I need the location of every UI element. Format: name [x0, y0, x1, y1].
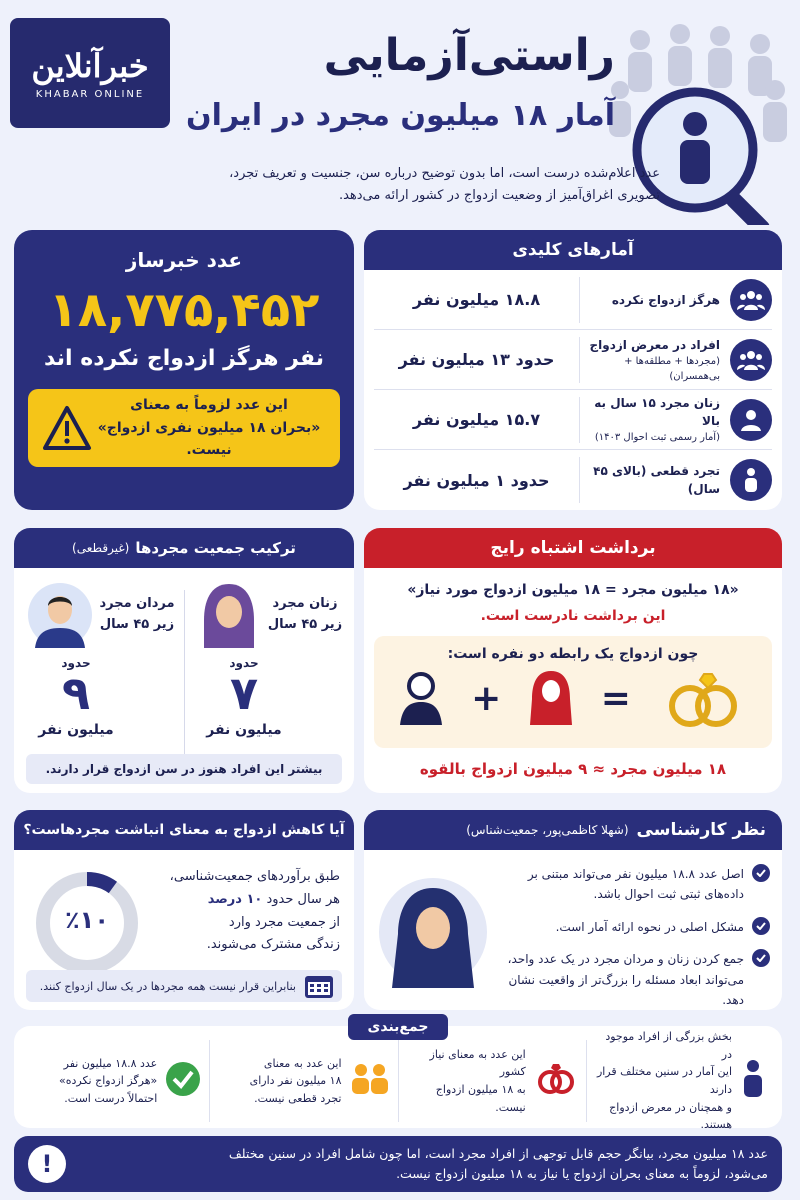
warning-line-1: این عدد لزوماً به معنای — [130, 397, 288, 414]
intro-line-1: عدد اعلام‌شده درست است، اما بدون توضیح درباره سن، جنسیت و تعریف تجرد، — [229, 166, 660, 181]
men-label-2: زیر ۴۵ سال — [99, 617, 175, 632]
page-title: راستی‌آزمایی — [323, 30, 615, 81]
wedding-rings-icon — [534, 1062, 578, 1100]
woman-icon — [730, 399, 772, 441]
summary-item-line-2: به ۱۸ میلیون ازدواج نیست. — [435, 1083, 526, 1114]
summary-item-line-1: این عدد به معنای — [263, 1056, 342, 1070]
summary-title: جمع‌بندی — [348, 1014, 448, 1040]
key-stat-value: ۱۸.۸ میلیون نفر — [412, 290, 541, 309]
summary-item-line-2: این آمار در سنین مختلف قرار دارند — [596, 1065, 732, 1096]
expert-points — [500, 864, 770, 1010]
expert-point-line-1: مشکل اصلی در نحوه ارائه آمار است. — [555, 919, 744, 934]
misconception-quote: «۱۸ میلیون مجرد = ۱۸ میلیون ازدواج مورد نیاز» — [407, 582, 739, 598]
women-label-1: زنان مجرد — [272, 596, 338, 612]
person-icon — [730, 459, 772, 501]
summary-card — [14, 1019, 782, 1132]
group-icon — [730, 339, 772, 381]
key-stat-label: هرگز ازدواج نکرده — [611, 292, 720, 307]
decline-text-4: زندگی مشترک می‌شوند. — [206, 937, 340, 953]
expert-point-line-1: اصل عدد ۱۸.۸ میلیون نفر می‌تواند مبتنی بر — [527, 867, 744, 881]
group-icon — [730, 279, 772, 321]
men-label-1: مردان مجرد — [99, 596, 175, 612]
expert-point — [500, 917, 770, 937]
expert-woman-avatar — [378, 872, 488, 992]
man-avatar-icon — [27, 580, 93, 650]
check-icon — [752, 949, 770, 967]
men-unit: میلیون نفر — [38, 722, 114, 738]
news-number-caption: نفر هرگز ازدواج نکرده اند — [44, 346, 324, 371]
person-icon — [740, 1059, 766, 1103]
women-label-2: زیر ۴۵ سال — [267, 617, 343, 632]
summary-item-line-1: این عدد به معنای نیاز کشور — [429, 1047, 526, 1079]
check-circle-icon — [165, 1061, 201, 1101]
summary-items — [22, 1030, 774, 1132]
news-number-title: عدد خبرساز — [125, 248, 243, 272]
key-stat-row — [374, 450, 772, 510]
key-stat-row — [374, 270, 772, 330]
check-icon — [752, 864, 770, 882]
expert-point-line-2: داده‌های ثبتی ثبت احوال باشد. — [593, 887, 744, 902]
man-icon — [396, 669, 446, 727]
logo-box — [10, 18, 170, 128]
page-subtitle: آمار ۱۸ میلیون مجرد در ایران — [186, 98, 615, 133]
expert-title: نظر کارشناسی — [636, 820, 766, 840]
woman-icon — [526, 669, 576, 727]
equation-box — [374, 636, 772, 748]
calendar-icon — [304, 973, 334, 999]
warning-line-2: «بحران ۱۸ میلیون نفری ازدواج» نیست. — [97, 419, 321, 459]
decline-text-1: طبق برآوردهای جمعیت‌شناسی، — [169, 869, 340, 884]
summary-item-line-2: ۱۸ میلیون نفر دارای — [249, 1074, 342, 1088]
equals-sign: = — [600, 677, 631, 719]
wedding-rings-icon — [656, 668, 750, 728]
key-stat-value: حدود ۱۳ میلیون نفر — [398, 350, 555, 369]
key-stat-row — [374, 390, 772, 450]
summary-item-line-1: بخش بزرگی از افراد موجود در — [605, 1030, 732, 1061]
bottom-note — [14, 1136, 782, 1192]
key-stats-card — [364, 230, 782, 510]
equation-reason: چون ازدواج یک رابطه دو نفره است: — [447, 646, 699, 662]
decline-text-2a: هر سال حدود — [266, 891, 340, 907]
bottom-note-line-1: عدد ۱۸ میلیون مجرد، بیانگر حجم قابل توجهی از افراد مجرد است، اما چون شامل افراد در سنین مختلف — [228, 1146, 768, 1161]
check-icon — [752, 917, 770, 935]
composition-title: ترکیب جمعیت مجردها — [135, 539, 296, 557]
summary-item — [209, 1040, 397, 1122]
women-value: ۷ — [229, 666, 259, 720]
composition-card — [14, 528, 354, 793]
composition-divider — [184, 590, 185, 755]
group-icon — [350, 1062, 390, 1100]
news-number-value: ۱۸,۷۷۵,۴۵۲ — [48, 282, 320, 338]
misconception-title: برداشت اشتباه رایج — [364, 528, 782, 568]
men-group — [26, 580, 176, 738]
decline-text-2b: ۱۰ درصد — [207, 891, 263, 907]
summary-item — [22, 1040, 209, 1122]
expert-title-note: (شهلا کاظمی‌پور، جمعیت‌شناس) — [466, 823, 629, 837]
key-stat-value: ۱۵.۷ میلیون نفر — [412, 410, 541, 429]
woman-hijab-icon — [196, 580, 262, 650]
composition-footer: بیشتر این افراد هنوز در سن ازدواج قرار دارند. — [26, 754, 342, 784]
key-stat-note: (آمار رسمی ثبت احوال ۱۴۰۳) — [594, 432, 720, 443]
composition-header — [14, 528, 354, 568]
misconception-verdict: این برداشت نادرست است. — [480, 608, 666, 624]
key-stats-title: آمارهای کلیدی — [364, 230, 782, 270]
key-stat-row — [374, 330, 772, 390]
summary-item-line-3: و همچنان در معرض ازدواج هستند. — [609, 1100, 732, 1132]
summary-item — [586, 1030, 774, 1132]
expert-point-line-2: می‌تواند ابعاد مسئله را بزرگ‌تر از واقعیت نشان دهد. — [508, 972, 744, 1007]
decline-footer-text: بنابراین قرار نیست همه مجردها در یک سال ازدواج کنند. — [39, 979, 296, 993]
men-approx: حدود — [61, 656, 91, 670]
expert-point — [500, 949, 770, 1010]
key-stat-label: افراد در معرض ازدواج — [589, 337, 720, 352]
warning-triangle-icon — [42, 405, 92, 451]
misconception-card — [364, 528, 782, 793]
women-group — [194, 580, 344, 738]
logo-subtext: KHABAR ONLINE — [35, 88, 145, 100]
key-stat-value: حدود ۱ میلیون نفر — [403, 470, 550, 490]
summary-item-line-1: عدد ۱۸.۸ میلیون نفر — [63, 1056, 158, 1070]
women-approx: حدود — [229, 656, 259, 670]
bottom-note-line-2: می‌شود، لزوماً به معنای بحران ازدواج یا نیاز به ۱۸ میلیون ازدواج نیست. — [396, 1166, 768, 1181]
percent-label: ٪۱۰ — [65, 906, 109, 934]
expert-header — [364, 810, 782, 850]
composition-title-note: (غیرقطعی) — [72, 541, 130, 555]
expert-card — [364, 810, 782, 1010]
key-stat-note: (مجردها + مطلقه‌ها + بی‌همسران) — [624, 355, 720, 382]
decline-footer — [26, 970, 342, 1002]
misconception-result: ۱۸ میلیون مجرد ≈ ۹ میلیون ازدواج بالقوه — [419, 760, 727, 778]
men-value: ۹ — [61, 666, 91, 720]
key-stats-list — [364, 270, 782, 510]
expert-point — [500, 864, 770, 905]
warning-box — [28, 389, 340, 467]
intro-line-2: تصویری اغراق‌آمیز از وضعیت ازدواج در کشور ارائه می‌دهد. — [338, 188, 660, 203]
summary-item-line-3: احتمالاً درست است. — [64, 1091, 158, 1105]
decline-text-3: از جمعیت مجرد وارد — [228, 914, 340, 930]
news-number-card — [14, 230, 354, 510]
decline-title: آیا کاهش ازدواج به معنای انباشت مجردهاست؟ — [14, 810, 354, 850]
summary-item — [398, 1040, 586, 1122]
women-unit: میلیون نفر — [206, 722, 282, 738]
logo-text: خبرآنلاین — [31, 46, 149, 85]
key-stat-label: تجرد قطعی (بالای ۴۵ سال) — [593, 464, 720, 496]
exclamation-icon: ! — [28, 1145, 66, 1183]
summary-item-line-2: «هرگز ازدواج نکرده» — [59, 1074, 158, 1088]
decline-text — [150, 866, 340, 957]
decline-card — [14, 810, 354, 1010]
plus-sign: + — [471, 677, 502, 719]
key-stat-label: زنان مجرد ۱۵ سال به بالا — [594, 396, 720, 428]
summary-item-line-3: تجرد قطعی نیست. — [254, 1091, 342, 1105]
expert-point-line-1: جمع کردن زنان و مردان مجرد در یک عدد واحد، — [507, 952, 744, 967]
